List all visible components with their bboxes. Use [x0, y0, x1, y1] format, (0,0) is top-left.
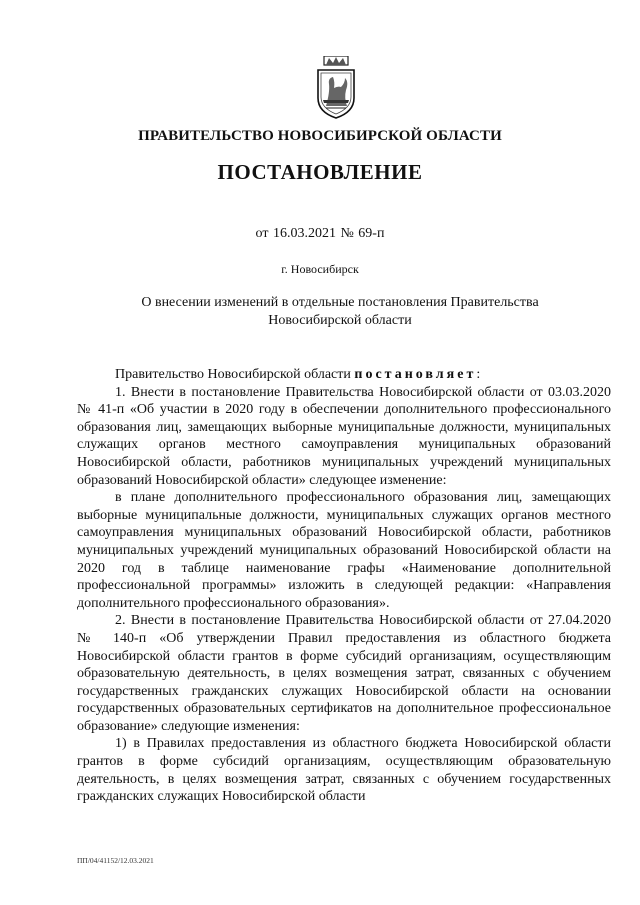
government-title: ПРАВИТЕЛЬСТВО НОВОСИБИРСКОЙ ОБЛАСТИ: [138, 128, 502, 144]
coat-of-arms-emblem: [314, 56, 358, 120]
decree-word: постановляет: [354, 367, 477, 382]
document-subject: О внесении изменений в отдельные постановления Правительства Новосибирской области: [141, 295, 539, 328]
paragraph-1-amendment: в плане дополнительного профессионального образования лиц, замещающих выборные муниципальные должности, муниципальных служащих органов местного самоуправления муниципальных образований Новосибирской области, работников муниципальных учреждений муниципальных образований Новосибирской области на 2020 год в таблице наименование графы «Наименование дополнительной профессиональной программы» изложить в следующей редакции: «Направления дополнительного профессионального образования».: [77, 490, 611, 611]
paragraph-1: 1. Внести в постановление Правительства Новосибирской области от 03.03.2020 № 41-п «Об участии в 2020 году в обеспечении дополнительного профессионального образования лиц, замещающих выборные муниципальные должности, муниципальных служащих органов местного самоуправления муниципальных образований Новосибирской области, работников муниципальных учреждений муниципальных образований Новосибирской области» следующее изменение:: [77, 384, 611, 488]
document-city: г. Новосибирск: [281, 262, 359, 276]
document-date-number: от 16.03.2021 № 69-п: [255, 226, 385, 241]
document-type: ПОСТАНОВЛЕНИЕ: [217, 160, 423, 184]
footer-code: ПП/04/41152/12.03.2021: [77, 856, 154, 865]
intro-suffix: :: [476, 367, 481, 382]
paragraph-2-item-1: 1) в Правилах предоставления из областного бюджета Новосибирской области грантов в форме субсидий организациям, осуществляющим образовательную деятельность, в целях возмещения затрат, связанных с обучением государственных гражданских служащих Новосибирской области: [77, 736, 611, 805]
intro-paragraph: [77, 366, 611, 384]
intro-prefix: Правительство Новосибирской области: [115, 367, 355, 382]
document-body: [77, 366, 611, 806]
paragraph-2: 2. Внести в постановление Правительства Новосибирской области от 27.04.2020 № 140-п «Об утверждении Правил предоставления из областного бюджета Новосибирской области грантов в форме субсидий организациям, осуществляющим образовательную деятельность, в целях возмещения затрат, связанных с обучением государственных гражданских служащих Новосибирской области на основании государственных образовательных сертификатов на дополнительное профессиональное образование» следующие изменения:: [77, 613, 611, 734]
